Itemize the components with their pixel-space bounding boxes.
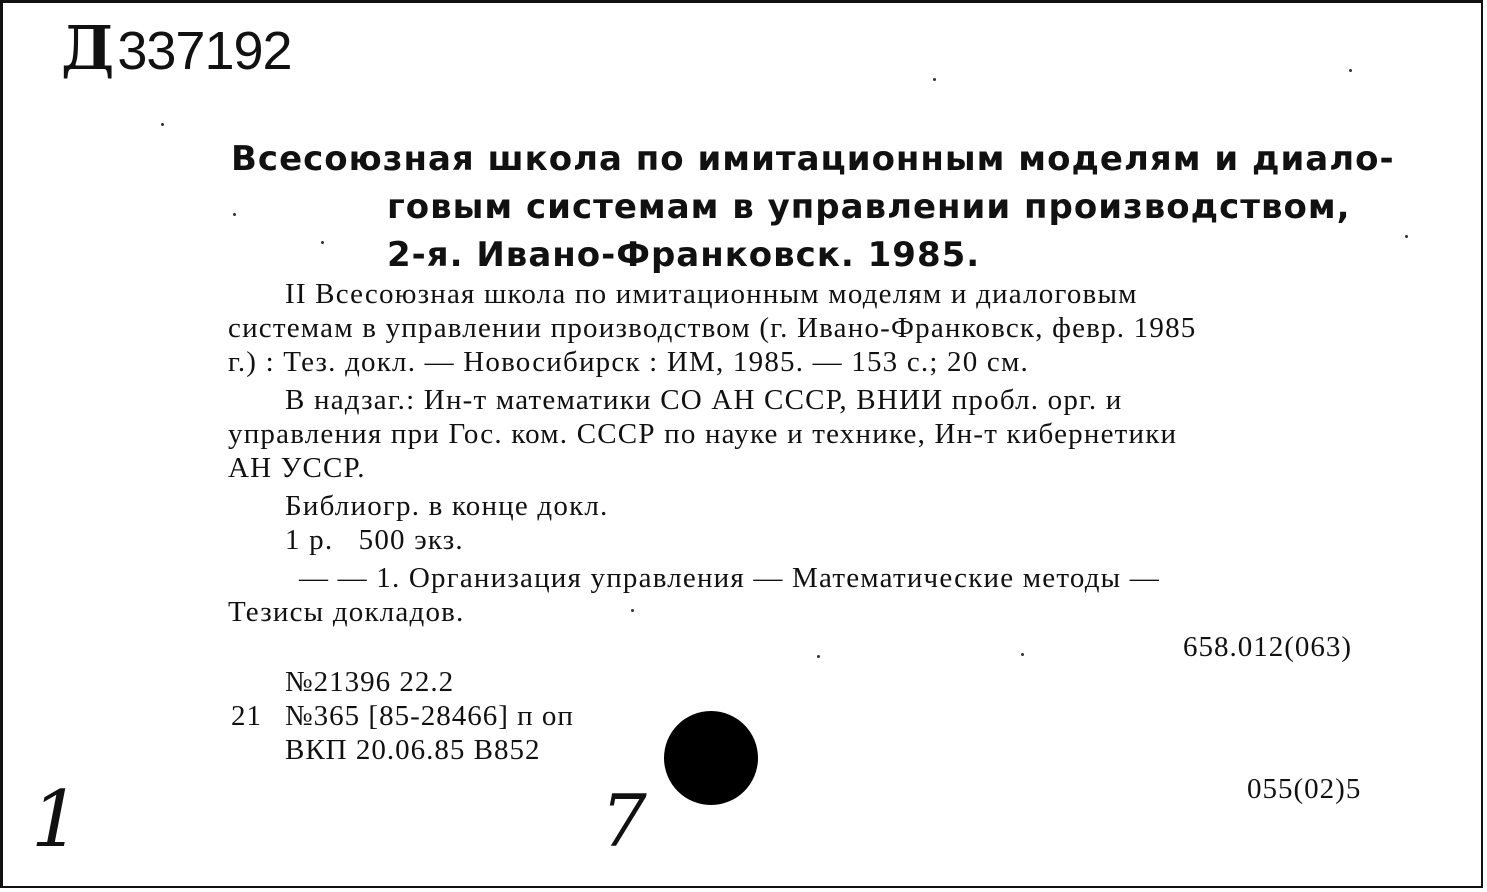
description-line-1: II Всесоюзная школа по имитационным моделям и диалоговым [285,278,1138,310]
accession-line-1: №21396 22.2 [285,666,455,698]
speck [817,655,820,658]
accession-line-3: ВКП 20.06.85 В852 [285,734,541,766]
description-line-3: г.) : Тез. докл. — Новосибирск : ИМ, 1985. — 153 с.; 20 см. [228,346,1029,378]
accession-line-2: №365 [85-28466] п оп [285,700,574,732]
price-copies: 1 р. 500 экз. [285,524,464,556]
subject-line-2: Тезисы докладов. [228,596,465,628]
note-line-2: управления при Гос. ком. СССР по науке и технике, Ин-т кибернетики [228,418,1178,450]
bbk-code: 055(02)5 [1247,773,1362,805]
heading-line-1: Всесоюзная школа по имитационным моделям и диало- [231,139,1395,179]
call-number-prefix: Д [61,14,114,84]
speck [321,241,324,244]
call-number-value: 337192 [117,21,292,81]
udc-code: 658.012(063) [1183,631,1353,663]
description-line-2: системам в управлении производством (г. Ивано-Франковск, февр. 1985 [228,312,1197,344]
note-line-3: АН УССР. [228,452,366,484]
heading-line-3: 2-я. Ивано-Франковск. 1985. [387,235,981,275]
speck [161,123,164,126]
punch-hole [664,711,758,805]
speck [933,78,936,81]
speck [1349,69,1352,72]
handwritten-mark-2: 7 [601,779,647,863]
speck [1021,653,1024,656]
speck [631,609,634,612]
heading-line-2: говым системам в управлении производством, [387,187,1351,227]
bibliography-note: Библиогр. в конце докл. [285,490,609,522]
call-number [61,14,292,84]
speck [1405,235,1408,238]
handwritten-mark-1: 1 [31,775,81,865]
speck [233,213,236,216]
note-line-1: В надзаг.: Ин-т математики СО АН СССР, ВНИИ пробл. орг. и [285,384,1123,416]
accession-line-2-prefix: 21 [231,700,262,732]
subject-line-1: — — 1. Организация управления — Математические методы — [299,562,1160,594]
